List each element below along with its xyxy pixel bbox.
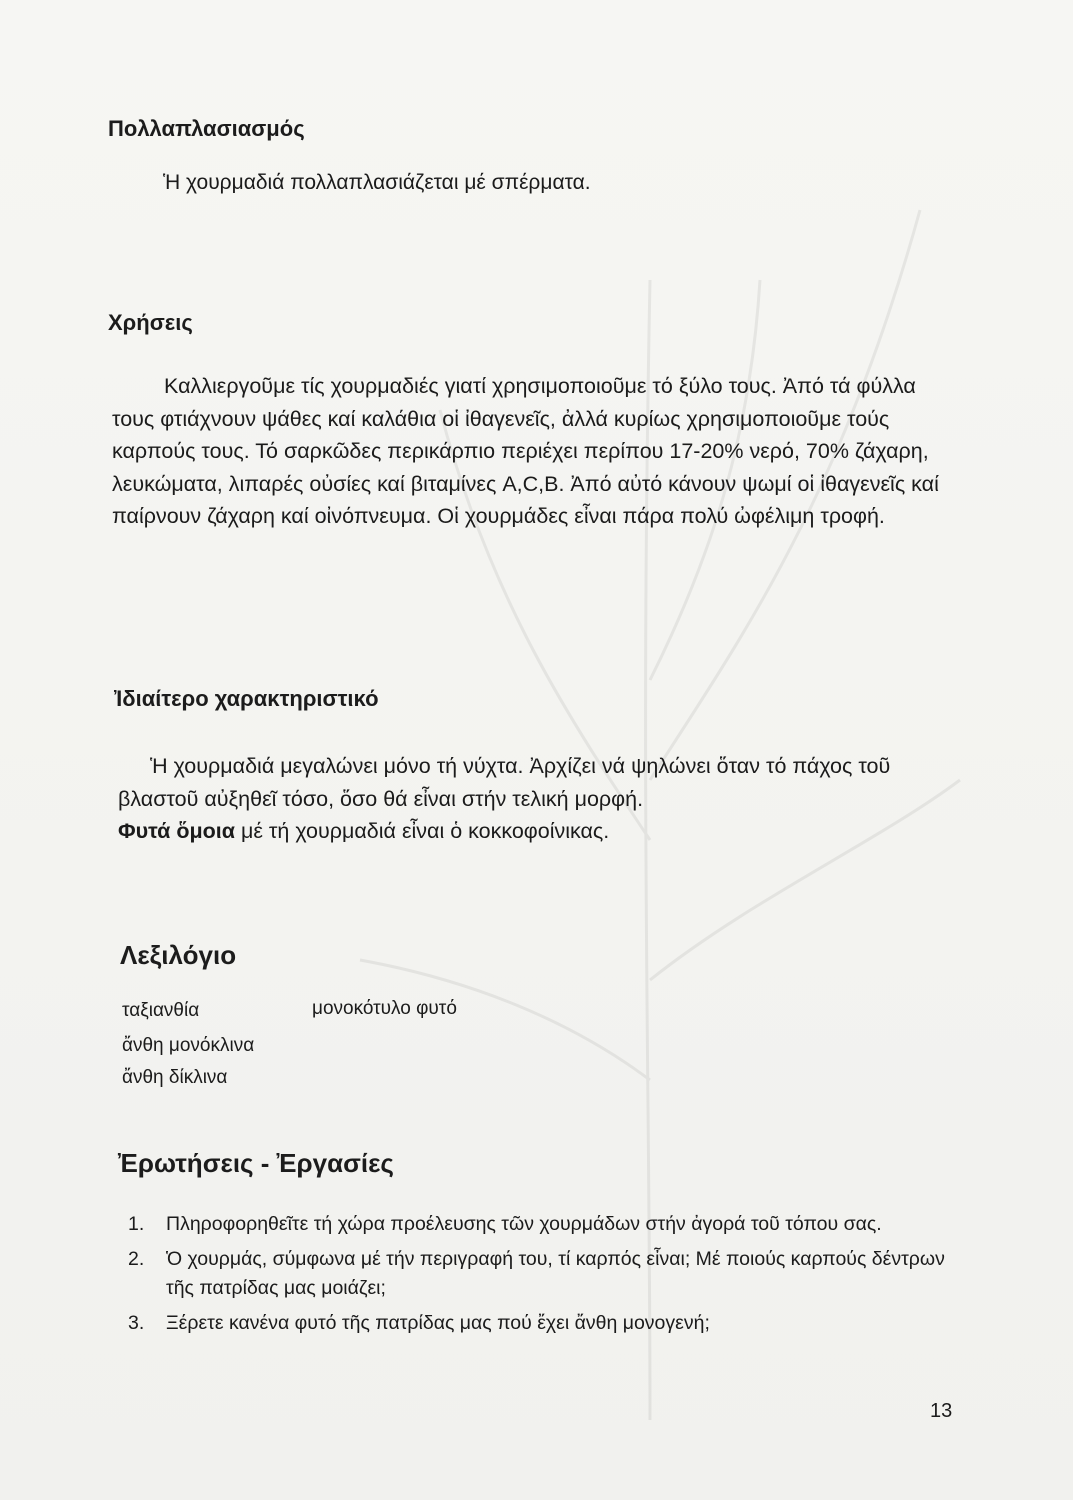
question-text: Πληροφορηθεῖτε τή χώρα προέλευσης τῶν χουρμάδων στήν ἀγορά τοῦ τόπου σας. [166,1213,882,1235]
question-item [128,1309,958,1338]
question-number: 3. [128,1312,145,1334]
glossary-term: ἄνθη δίκλινα [122,1067,228,1088]
question-item [128,1210,958,1239]
questions-list [128,1210,958,1344]
glossary-term: μονοκότυλο φυτό [312,998,457,1019]
glossary-heading: Λεξιλόγιο [120,940,237,970]
feature-text: Ἡ χουρμαδιά μεγαλώνει μόνο τή νύχτα. Ἀρχίζει νά ψηλώνει ὅταν τό πάχος τοῦ βλαστοῦ αὐξηθεῖ τόσο, ὅσο θά εἶναι στήν τελική μορφή. [118,754,891,811]
page-number: 13 [930,1400,953,1422]
feature-heading: Ἰδιαίτερο χαρακτηριστικό [114,686,379,711]
questions-heading: Ἐρωτήσεις - Ἐργασίες [118,1148,394,1178]
uses-heading: Χρήσεις [108,310,193,335]
question-item [128,1245,958,1303]
feature-similar [118,819,609,843]
propagation-heading: Πολλαπλασιασμός [108,116,305,141]
propagation-text: Ἡ χουρμαδιά πολλαπλασιάζεται μέ σπέρματα. [163,171,591,194]
question-text: Ξέρετε κανένα φυτό τῆς πατρίδας μας πού ἔχει ἄνθη μονογενή; [166,1312,710,1334]
question-text: Ὁ χουρμάς, σύμφωνα μέ τήν περιγραφή του, τί καρπός εἶναι; Μέ ποιούς καρπούς δέντρων τῆς πατρίδας μας μοιάζει; [166,1248,945,1299]
feature-similar-bold: Φυτά ὅμοια [118,819,235,843]
question-number: 1. [128,1213,145,1235]
question-number: 2. [128,1248,145,1270]
glossary-term: ἄνθη μονόκλινα [122,1035,255,1056]
glossary-term: ταξιανθία [122,1000,200,1021]
uses-paragraph: Καλλιεργοῦμε τίς χουρμαδιές γιατί χρησιμοποιοῦμε τό ξύλο τους. Ἀπό τά φύλλα τους φτιάχνουν ψάθες καί καλάθια οἱ ἰθαγενεῖς, ἀλλά κυρίως χρησιμοποιοῦμε τούς καρπούς τους. Τό σαρκῶδες περικάρπιο περιέχει περίπου 17-20% νερό, 70% ζάχαρη, λευκώματα, λιπαρές οὐσίες καί βιταμίνες A,C,B. Ἀπό αὐτό κάνουν ψωμί οἱ ἰθαγενεῖς καί παίρνουν ζάχαρη καί οἰνόπνευμα. Οἱ χουρμάδες εἶναι πάρα πολύ ὠφέλιμη τροφή. [112,374,939,528]
feature-similar-rest: μέ τή χουρμαδιά εἶναι ὁ κοκκοφοίνικας. [240,819,610,843]
feature-paragraph [118,750,948,848]
